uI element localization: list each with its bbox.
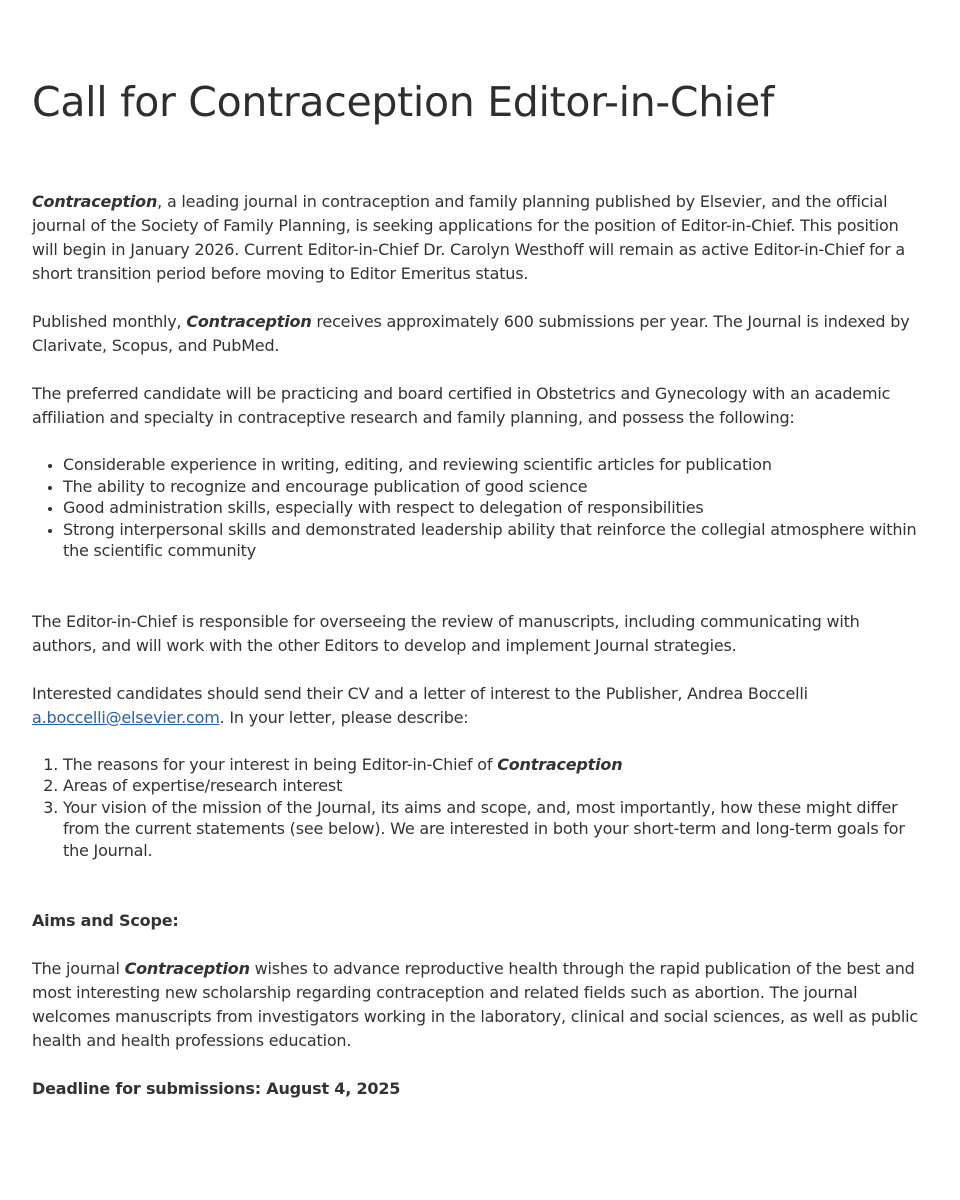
journal-name: Contraception <box>32 192 158 211</box>
list-item: 3. Your vision of the mission of the Journal, its aims and scope, and, most importantly, how these might differ from the current statements (see below). We are interested in both your short-term and long-term goals for the Journal. <box>63 797 920 862</box>
candidate-paragraph: The preferred candidate will be practicing and board certified in Obstetrics and Gynecology with an academic affiliation and specialty in contraceptive research and family planning, and possess the following: <box>32 384 891 427</box>
journal-name: Contraception <box>497 754 623 774</box>
spacer <box>32 586 920 610</box>
list-item: • Considerable experience in writing, editing, and reviewing scientific articles for publication <box>63 454 920 476</box>
aims-text-end: wishes to advance reproductive health through the rapid publication of the best and most interesting new scholarship regarding contraception and related fields such as abortion. The journal welcomes manuscripts from investigators working in the laboratory, clinical and social sciences, as well as public health and health professions education. <box>32 959 918 1050</box>
intro-paragraph <box>32 190 920 286</box>
list-item <box>63 754 920 776</box>
journal-name: Contraception <box>124 959 250 978</box>
published-text-end: receives approximately 600 submissions per year. The Journal is indexed by Clarivate, Scopus, and PubMed. <box>32 312 910 355</box>
publisher-email-link[interactable]: a.boccelli@elsevier.com <box>32 707 220 727</box>
list-item: • Good administration skills, especially with respect to delegation of responsibilities <box>63 497 920 519</box>
aims-paragraph <box>32 957 920 1053</box>
published-text-start: Published monthly, <box>32 312 187 331</box>
aims-heading: Aims and Scope: <box>32 911 179 930</box>
intro-text: , a leading journal in contraception and family planning published by Elsevier, and the official journal of the Society of Family Planning, is seeking applications for the position of Editor-in-Chief. This position will begin in January 2026. Current Editor-in-Chief Dr. Carolyn Westhoff will remain as active Editor-in-Chief for a short transition period before moving to Editor Emeritus status. <box>32 192 906 283</box>
list-item: • The ability to recognize and encourage publication of good science <box>63 476 920 498</box>
list-item: 2. Areas of expertise/research interest <box>63 775 920 797</box>
qualifications-list <box>32 454 920 562</box>
item-text: The reasons for your interest in being Editor-in-Chief of <box>63 754 498 774</box>
published-paragraph <box>32 310 920 358</box>
page-title: Call for Contraception Editor-in-Chief <box>32 78 775 126</box>
list-item: • Strong interpersonal skills and demonstrated leadership ability that reinforce the collegial atmosphere within the scientific community <box>63 519 920 562</box>
letter-items-list <box>32 754 920 862</box>
aims-text-start: The journal <box>32 959 125 978</box>
spacer <box>32 885 920 909</box>
responsibility-paragraph: The Editor-in-Chief is responsible for overseeing the review of manuscripts, including communicating with authors, and will work with the other Editors to develop and implement Journal strategies. <box>32 611 860 655</box>
journal-name: Contraception <box>186 312 312 331</box>
apply-text-start: Interested candidates should send their CV and a letter of interest to the Publisher, Andrea Boccelli <box>32 683 808 703</box>
apply-paragraph <box>32 682 920 730</box>
apply-text-end: . In your letter, please describe: <box>219 707 469 727</box>
deadline-text: Deadline for submissions: August 4, 2025 <box>32 1079 401 1098</box>
